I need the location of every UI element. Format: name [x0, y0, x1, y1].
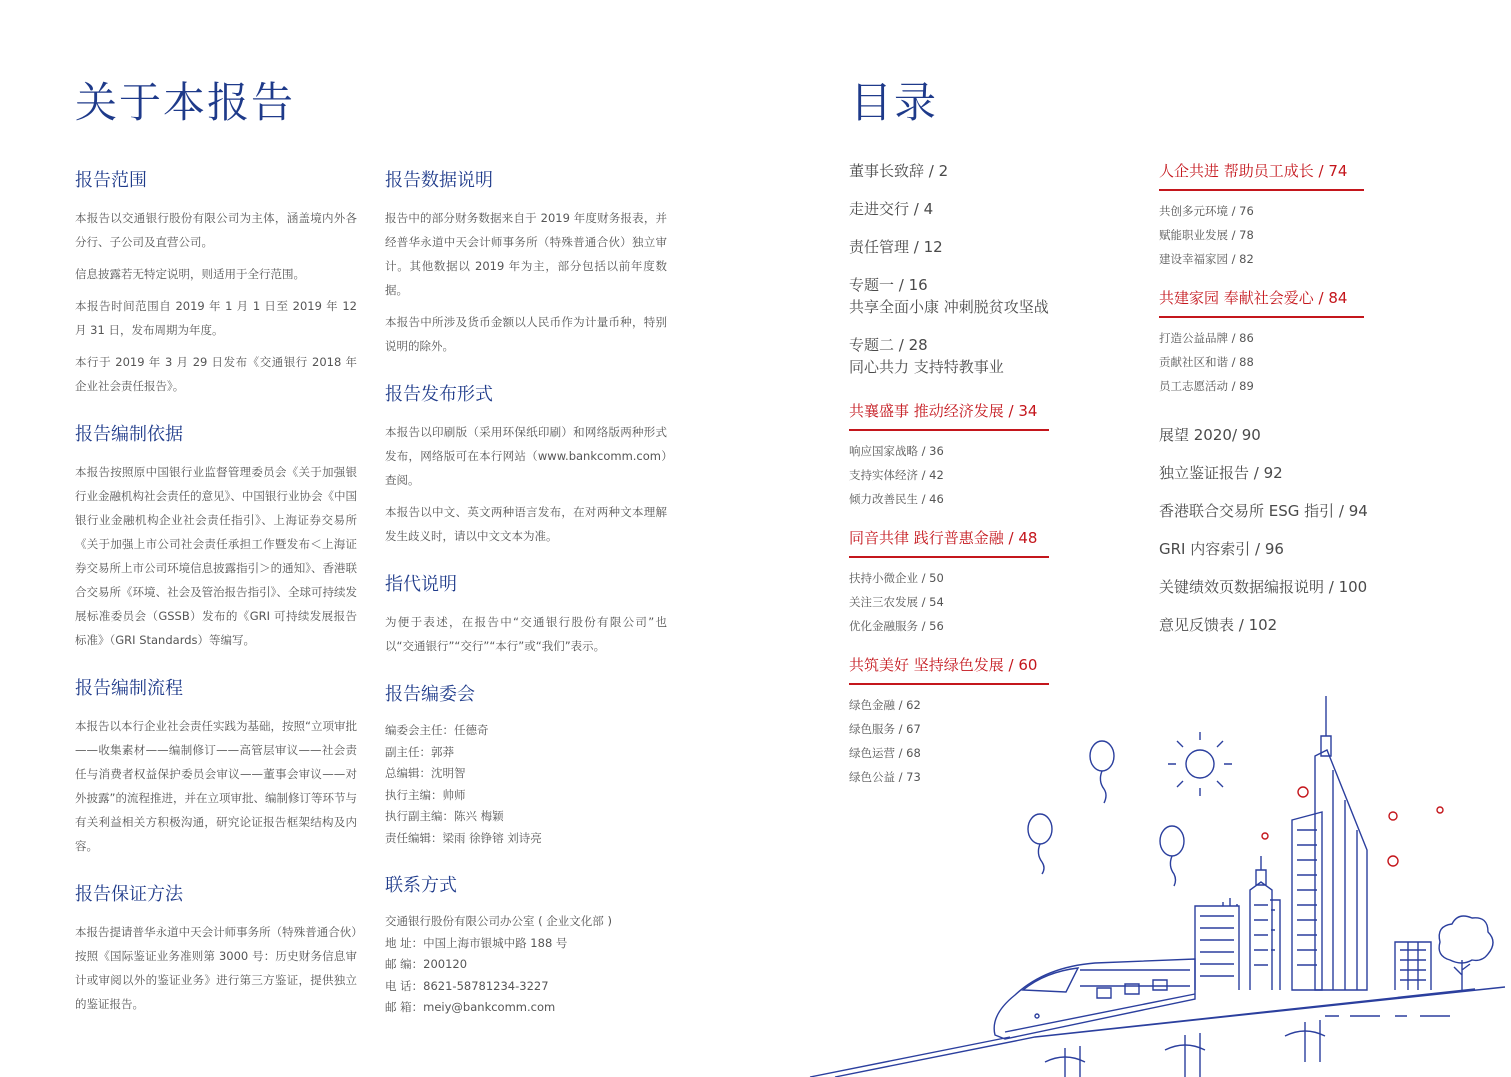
toc-entry[interactable]: [1159, 538, 1399, 560]
paragraph: 为便于表述，在报告中“交通银行股份有限公司”也以“交通银行”“交行”“本行”或“我们”表示。: [385, 615, 667, 653]
toc-sub-item[interactable]: 绿色公益 / 73: [849, 770, 921, 784]
toc-chapter: [849, 400, 1059, 511]
section-title: 报告发布形式: [385, 384, 493, 405]
toc-entry-subtitle: 共享全面小康 冲刺脱贫攻坚战: [849, 298, 1049, 316]
toc-entry[interactable]: [1159, 500, 1399, 522]
balloon-icon: [1090, 741, 1114, 803]
section-format: [385, 380, 667, 548]
section-basis: [75, 420, 357, 652]
sun-icon: [1168, 732, 1232, 796]
section-title: 报告编委会: [385, 684, 475, 705]
toc-entry[interactable]: [1159, 614, 1399, 636]
toc-entry-label: 展望 2020/ 90: [1159, 426, 1261, 444]
section-contact: [385, 871, 667, 1019]
toc-sub-item[interactable]: 支持实体经济 / 42: [849, 468, 944, 482]
toc-entry-label: 责任管理 / 12: [849, 238, 943, 256]
toc-entry[interactable]: [849, 160, 1059, 182]
toc-entry-subtitle: 同心共力 支持特教事业: [849, 358, 1004, 376]
toc-chapter-title[interactable]: 共襄盛事 推动经济发展 / 34: [849, 400, 1049, 431]
toc-sub-item[interactable]: 扶持小微企业 / 50: [849, 571, 944, 585]
section-scope: [75, 166, 357, 398]
toc-entry-label: 香港联合交易所 ESG 指引 / 94: [1159, 502, 1368, 520]
toc-entry[interactable]: [1159, 462, 1399, 484]
toc-entry-label: 董事长致辞 / 2: [849, 162, 949, 180]
committee-line: 执行主编：帅师: [385, 787, 466, 802]
balloon-icon: [1028, 814, 1052, 874]
committee-line: 执行副主编：陈兴 梅颖: [385, 809, 504, 823]
toc-sub-item[interactable]: 绿色服务 / 67: [849, 722, 921, 736]
section-reference: [385, 570, 667, 658]
toc-entry-label: 意见反馈表 / 102: [1159, 616, 1278, 634]
paragraph: 本报告提请普华永道中天会计师事务所（特殊普通合伙）按照《国际鉴证业务准则第 3000 号：历史财务信息审计或审阅以外的鉴证业务》进行第三方鉴证，提供独立的鉴证报告。: [75, 925, 357, 1011]
contact-line: 交通银行股份有限公司办公室 ( 企业文化部 ): [385, 914, 612, 928]
balloon-icon: [1160, 826, 1184, 886]
section-title: 报告保证方法: [75, 884, 183, 905]
city-train-illustration: [805, 690, 1511, 1077]
section-title: 报告范围: [75, 170, 147, 191]
toc-entry[interactable]: [1159, 576, 1399, 598]
toc-entry-special-1[interactable]: [849, 274, 1059, 318]
toc-chapter: [849, 527, 1059, 638]
train-icon: [994, 959, 1195, 1039]
toc-sub-item[interactable]: 员工志愿活动 / 89: [1159, 379, 1254, 393]
section-title: 报告编制流程: [75, 678, 183, 699]
committee-line: 责任编辑：梁雨 徐铮镕 刘诗亮: [385, 830, 542, 845]
toc-sub-item[interactable]: 绿色运营 / 68: [849, 746, 921, 760]
paragraph: 本报告时间范围自 2019 年 1 月 1 日至 2019 年 12 月 31 日，发布周期为年度。: [75, 299, 357, 337]
toc-entry-label: 专题一 / 16: [849, 276, 928, 294]
toc-chapter: [1159, 287, 1399, 398]
about-column-left: [75, 166, 357, 1038]
toc-entry-label: 关键绩效页数据编报说明 / 100: [1159, 578, 1368, 596]
toc-sub-item[interactable]: 关注三农发展 / 54: [849, 595, 944, 609]
toc-chapter-title[interactable]: 同音共律 践行普惠金融 / 48: [849, 527, 1049, 558]
toc-sub-item[interactable]: 优化金融服务 / 56: [849, 619, 944, 633]
paragraph: 本报告按照原中国银行业监督管理委员会《关于加强银行业金融机构社会责任的意见》、中国银行业协会《中国银行业金融机构企业社会责任指引》、上海证券交易所《关于加强上市公司社会责任承担工作暨发布＜上海证券交易所上市公司环境信息披露指引＞的通知》、香港联合交易所《环境、社会及管治报告指引》、全球可持续发展标准委员会（GSSB）发布的《GRI 可持续发展报告标准》（GRI Standards）等编写。: [75, 465, 357, 647]
paragraph: 本行于 2019 年 3 月 29 日发布《交通银行 2018 年企业社会责任报告》。: [75, 355, 357, 393]
tree-icon: [1439, 916, 1493, 990]
toc-entry-label: 独立鉴证报告 / 92: [1159, 464, 1283, 482]
paragraph: 本报告以交通银行股份有限公司为主体，涵盖境内外各分行、子公司及直营公司。: [75, 211, 357, 249]
paragraph: 报告中的部分财务数据来自于 2019 年度财务报表，并经普华永道中天会计师事务所（特殊普通合伙）独立审计。其他数据以 2019 年为主，部分包括以前年度数据。: [385, 211, 667, 297]
contact-line: 邮 编：200120: [385, 957, 468, 971]
toc-entry-label: GRI 内容索引 / 96: [1159, 540, 1284, 558]
page-title-about: 关于本报告: [75, 78, 296, 127]
toc-entry-special-2[interactable]: [849, 334, 1059, 378]
paragraph: 信息披露若无特定说明，则适用于全行范围。: [75, 267, 305, 281]
toc-sub-item[interactable]: 响应国家战略 / 36: [849, 444, 944, 458]
toc-sub-item[interactable]: 倾力改善民生 / 46: [849, 492, 944, 506]
toc-entry-label: 走进交行 / 4: [849, 200, 934, 218]
toc-entry-label: 专题二 / 28: [849, 336, 928, 354]
toc-entry[interactable]: [849, 198, 1059, 220]
toc-column-2: [1159, 160, 1399, 652]
toc-sub-item[interactable]: 打造公益品牌 / 86: [1159, 331, 1254, 345]
toc-sub-item[interactable]: 赋能职业发展 / 78: [1159, 228, 1254, 242]
toc-chapter-title[interactable]: 共建家园 奉献社会爱心 / 84: [1159, 287, 1364, 318]
contact-line: 电 话：8621-58781234-3227: [385, 978, 549, 993]
toc-sub-item[interactable]: 贡献社区和谐 / 88: [1159, 355, 1254, 369]
committee-line: 总编辑：沈明智: [385, 766, 466, 780]
contact-line: 地 址：中国上海市银城中路 188 号: [385, 935, 568, 950]
toc-entry[interactable]: [1159, 424, 1399, 446]
section-title: 指代说明: [385, 574, 457, 595]
paragraph: 本报告中所涉及货币金额以人民币作为计量币种，特别说明的除外。: [385, 315, 667, 353]
toc-sub-item[interactable]: 绿色金融 / 62: [849, 698, 921, 712]
paragraph: 本报告以本行企业社会责任实践为基础，按照“立项审批——收集素材——编制修订——高管层审议——社会责任与消费者权益保护委员会审议——董事会审议——对外披露”的流程推进，并在立项审批、编制修订等环节与有关利益相关方积极沟通，研究论证报告框架结构及内容。: [75, 719, 357, 853]
committee-line: 编委会主任：任德奇: [385, 723, 489, 737]
section-data-note: [385, 166, 667, 358]
section-title: 联系方式: [385, 875, 457, 896]
toc-chapter-title[interactable]: 人企共进 帮助员工成长 / 74: [1159, 160, 1364, 191]
section-process: [75, 674, 357, 858]
viaduct: [810, 987, 1505, 1077]
decor-dots: [1262, 787, 1443, 866]
toc-sub-item[interactable]: 建设幸福家园 / 82: [1159, 252, 1254, 266]
section-title: 报告编制依据: [75, 424, 183, 445]
page-title-contents: 目录: [850, 78, 939, 127]
section-committee: [385, 680, 667, 849]
toc-chapter-title[interactable]: 共筑美好 坚持绿色发展 / 60: [849, 654, 1049, 685]
section-assurance: [75, 880, 357, 1016]
about-column-right: [385, 166, 667, 1041]
committee-line: 副主任：郭莽: [385, 744, 454, 759]
contact-line: 邮 箱：meiy@bankcomm.com: [385, 1000, 556, 1014]
toc-sub-item[interactable]: 共创多元环境 / 76: [1159, 204, 1254, 218]
paragraph: 本报告以中文、英文两种语言发布，在对两种文本理解发生歧义时，请以中文文本为准。: [385, 505, 667, 543]
skyscrapers: [1195, 696, 1431, 990]
toc-entry[interactable]: [849, 236, 1059, 258]
section-title: 报告数据说明: [385, 170, 493, 191]
toc-chapter: [1159, 160, 1399, 271]
paragraph: 本报告以印刷版（采用环保纸印刷）和网络版两种形式发布，网络版可在本行网站（www.bankcomm.com）查阅。: [385, 425, 667, 487]
